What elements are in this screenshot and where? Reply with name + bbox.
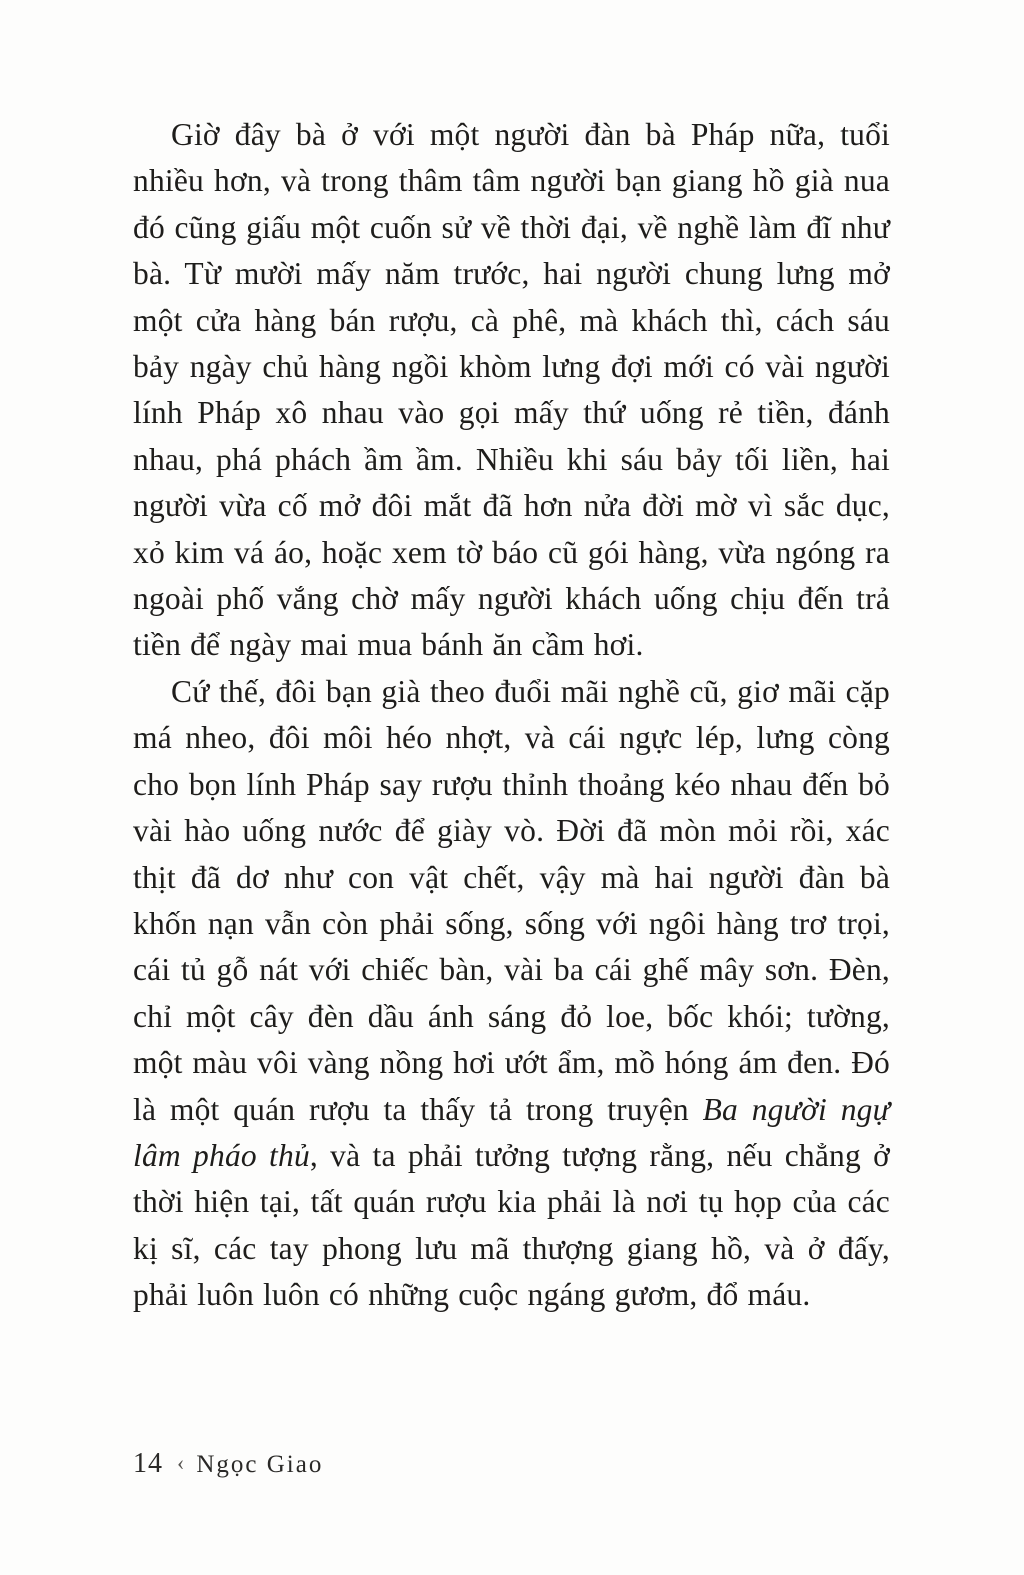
body-text bbox=[133, 112, 890, 1319]
author-name: Ngọc Giao bbox=[196, 1451, 324, 1478]
paragraph-2-text-before: Cứ thế, đôi bạn già theo đuổi mãi nghề cũ, giơ mãi cặp má nheo, đôi môi héo nhợt, và cái ngực lép, lưng còng cho bọn lính Pháp say rượu thỉnh thoảng kéo nhau đến bỏ vài hào uống nước để giày vò. Đời đã mòn mỏi rồi, xác thịt đã dơ như con vật chết, vậy mà hai người đàn bà khốn nạn vẫn còn phải sống, sống với ngôi hàng trơ trọi, cái tủ gỗ nát với chiếc bàn, vài ba cái ghế mây sơn. Đèn, chỉ một cây đèn dầu ánh sáng đỏ loe, bốc khói; tường, một màu vôi vàng nồng hơi ướt ẩm, mồ hóng ám đen. Đó là một quán rượu ta thấy tả trong truyện bbox=[133, 673, 890, 1127]
footer-separator-icon: ‹ bbox=[177, 1450, 185, 1475]
page-footer bbox=[133, 1448, 323, 1480]
paragraph-2-text-after: , và ta phải tưởng tượng rằng, nếu chẳng ở thời hiện tại, tất quán rượu kia phải là nơi tụ họp của các kị sĩ, các tay phong lưu mã thượng giang hồ, và ở đấy, phải luôn luôn có những cuộc ngáng gươm, đổ máu. bbox=[133, 1137, 891, 1313]
paragraph-1-text: Giờ đây bà ở với một người đàn bà Pháp nữa, tuổi nhiều hơn, và trong thâm tâm người bạn giang hồ già nua đó cũng giấu một cuốn sử về thời đại, về nghề làm đĩ như bà. Từ mười mấy năm trước, hai người chung lưng mở một cửa hàng bán rượu, cà phê, mà khách thì, cách sáu bảy ngày chủ hàng ngồi khòm lưng đợi mới có vài người lính Pháp xô nhau vào gọi mấy thứ uống rẻ tiền, đánh nhau, phá phách ầm ầm. Nhiều khi sáu bảy tối liền, hai người vừa cố mở đôi mắt đã hơn nửa đời mờ vì sắc dục, xỏ kim vá áo, hoặc xem tờ báo cũ gói hàng, vừa ngóng ra ngoài phố vắng chờ mấy người khách uống chịu đến trả tiền để ngày mai mua bánh ăn cầm hơi. bbox=[133, 117, 890, 663]
page-number: 14 bbox=[133, 1448, 163, 1479]
paragraph-2 bbox=[133, 669, 890, 1319]
paragraph-1 bbox=[133, 112, 890, 669]
book-title-italic: Ba người ngự lâm pháo thủ bbox=[133, 1091, 890, 1173]
